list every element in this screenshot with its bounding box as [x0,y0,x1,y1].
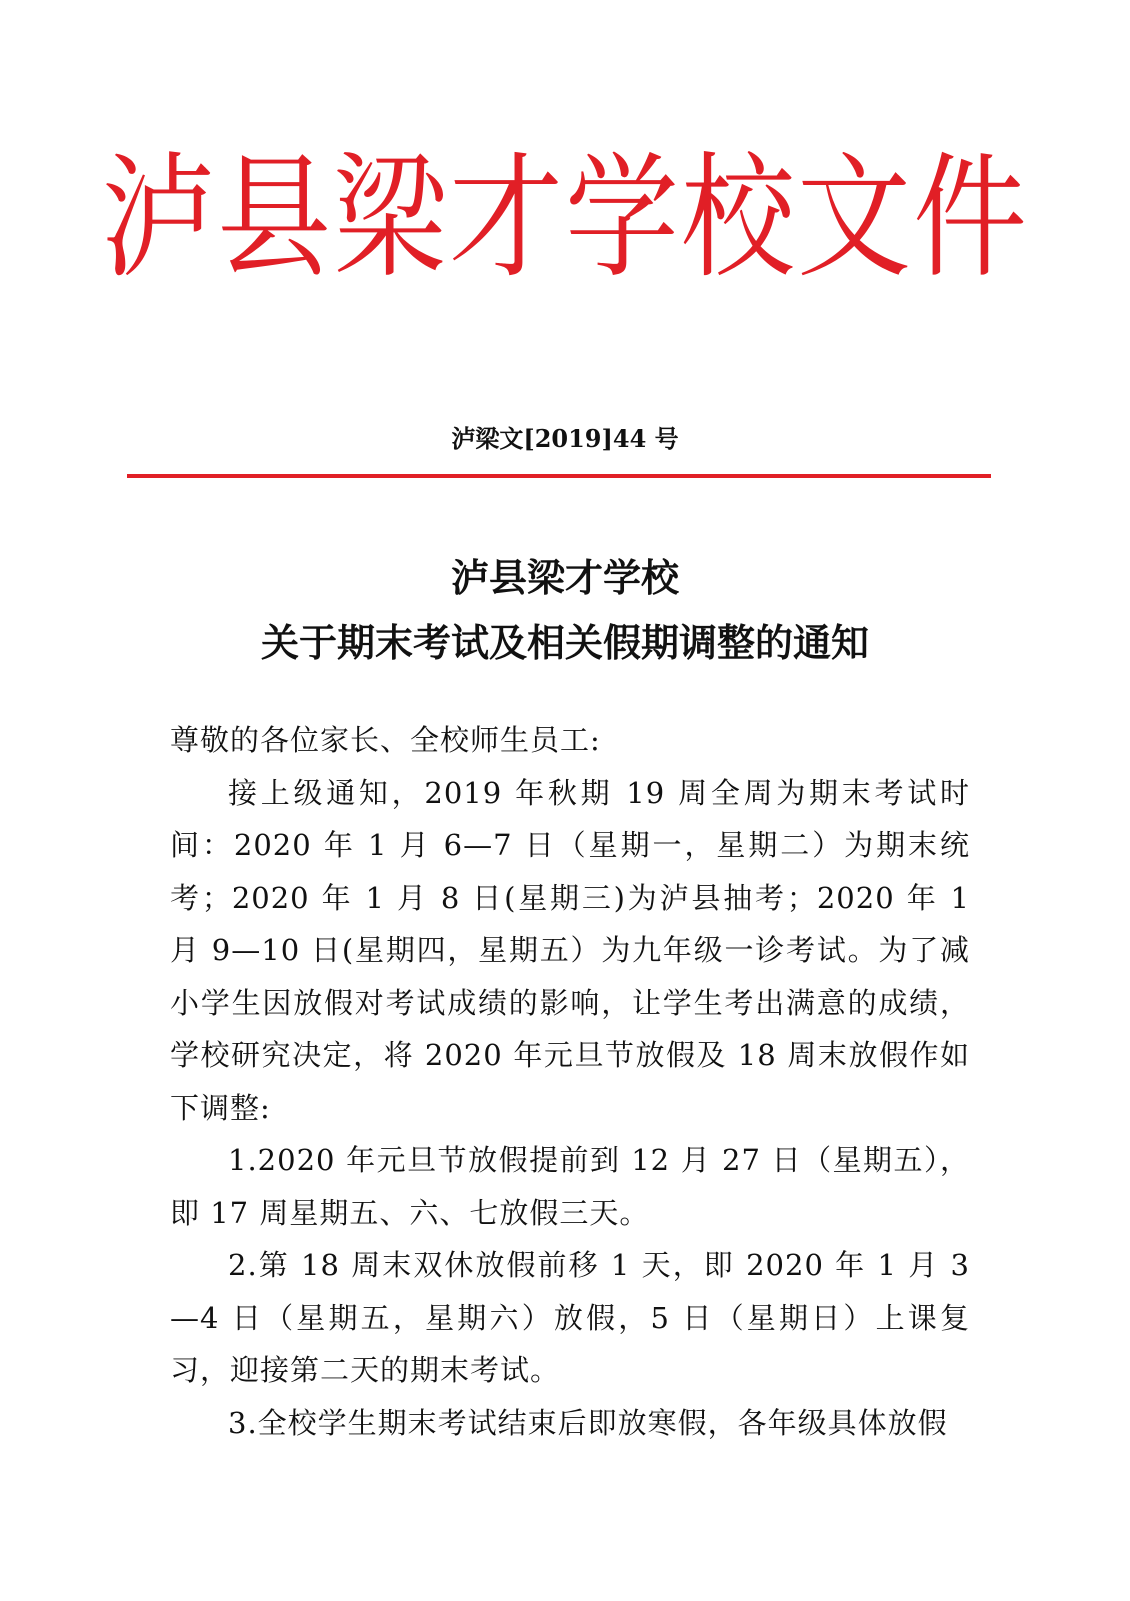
item-2: 2.第 18 周末双休放假前移 1 天，即 2020 年 1 月 3—4 日（星期五，星期六）放假，5 日（星期日）上课复习，迎接第二天的期末考试。 [170,1248,970,1387]
item-1: 1.2020 年元旦节放假提前到 12 月 27 日（星期五），即 17 周星期五、六、七放假三天。 [170,1143,970,1230]
red-divider-line [127,474,991,478]
document-number: 泸梁文[2019]44 号 [451,424,679,453]
salutation: 尊敬的各位家长、全校师生员工: [170,723,601,757]
notice-title-line-2: 关于期末考试及相关假期调整的通知 [260,620,869,665]
notice-title-line-1: 泸县梁才学校 [450,555,679,600]
notice-body [170,714,970,1449]
masthead-title: 泸县梁才学校文件 [100,139,1029,297]
item-3: 3.全校学生期末考试结束后即放寒假，各年级具体放假 [228,1405,948,1440]
intro-paragraph: 接上级通知，2019 年秋期 19 周全周为期末考试时间：2020 年 1 月 6—7 日（星期一，星期二）为期末统考；2020 年 1 月 8 日(星期三)为泸县抽考；2020 年 1 月 9—10 日(星期四，星期五）为九年级一诊考试。为了减小学生因放假对考试成绩的影响，让学生考出满意的成绩，学校研究决定，将 2020 年元旦节放假及 18 周末放假作如下调整: [170,775,970,1125]
